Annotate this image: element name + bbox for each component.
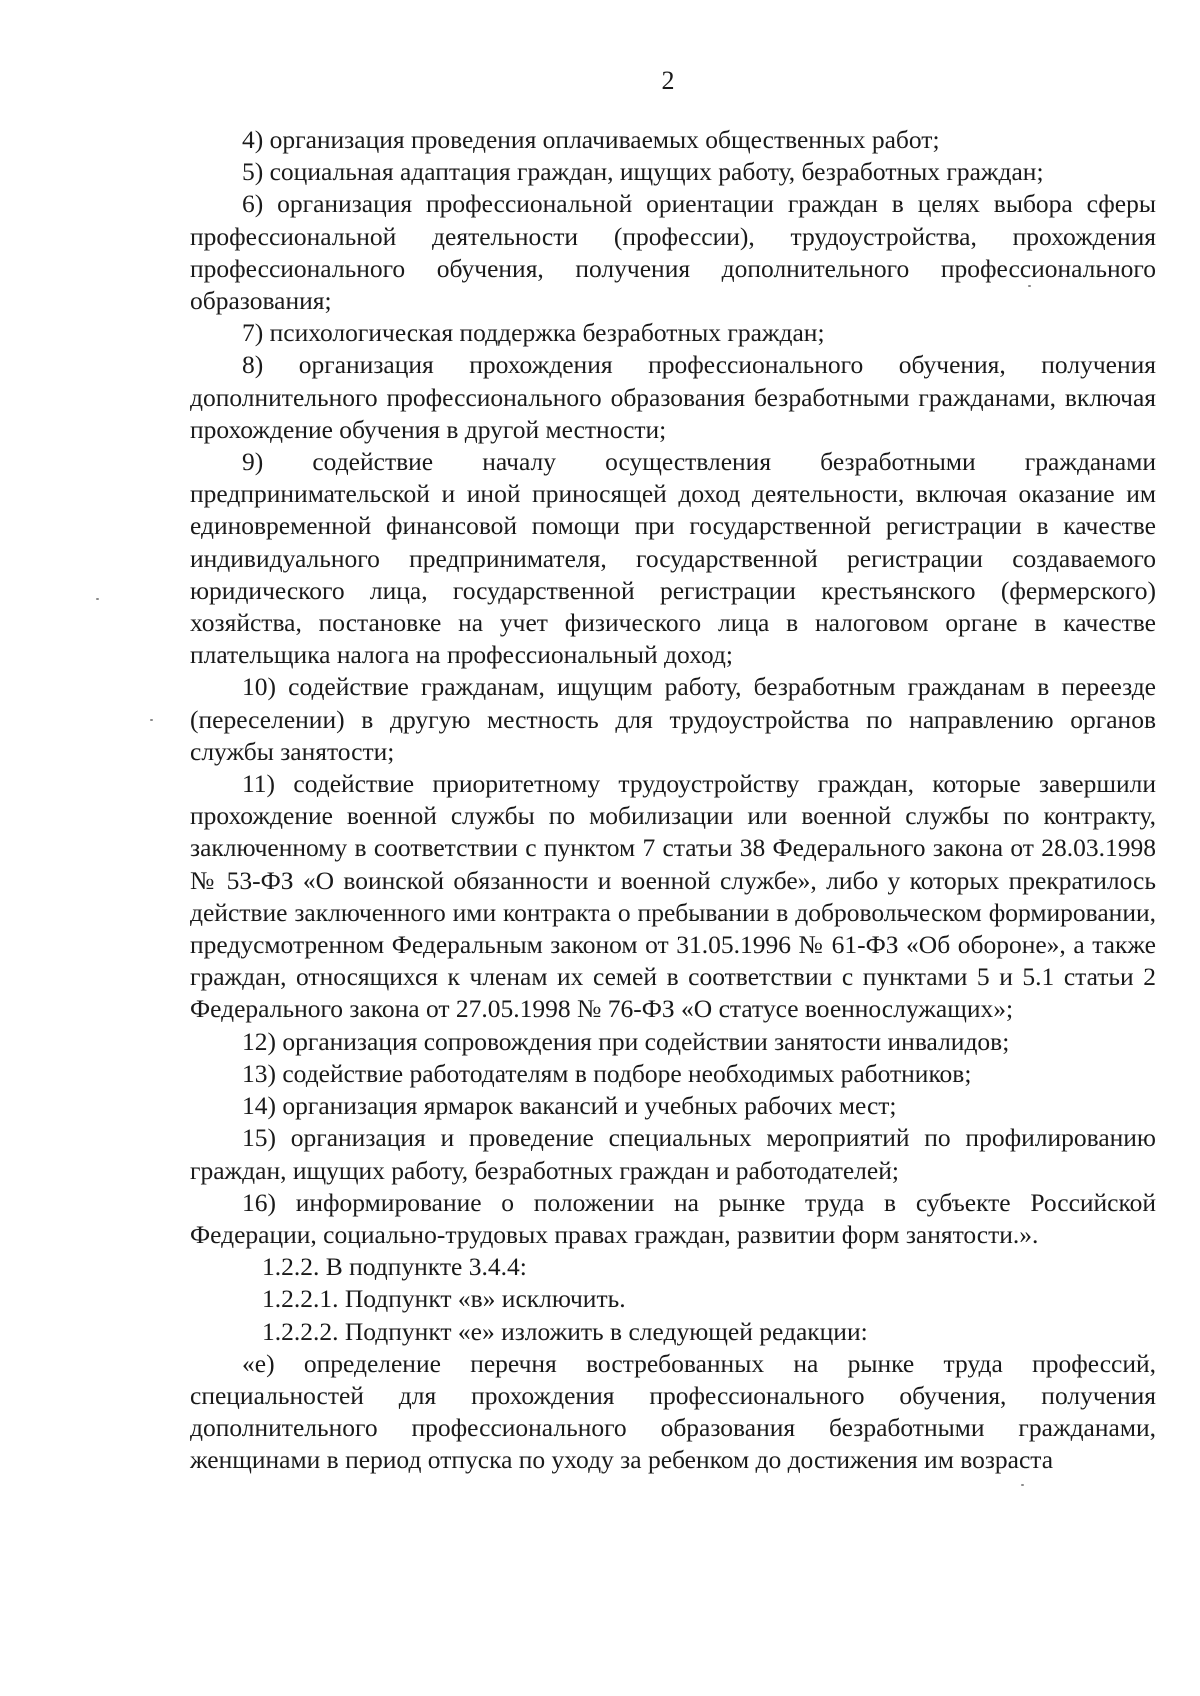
list-item-16: 16) информирование о положении на рынке труда в субъекте Российской Федерации, социально-трудовых правах граждан, развитии форм занятости.».	[190, 1187, 1156, 1249]
list-item-6: 6) организация профессиональной ориентации граждан в целях выбора сферы профессиональной деятельности (профессии), трудоустройства, прохождения профессионального обучения, получения дополнительного профессионального образования;	[190, 189, 1156, 316]
page-number: 2	[661, 66, 675, 95]
list-item-9: 9) содействие началу осуществления безработными гражданами предпринимательской и иной приносящей доход деятельности, включая оказание им единовременной финансовой помощи при государственной регистрации в качестве индивидуального предпринимателя, государственной регистрации создаваемого юридического лица, государственной регистрации крестьянского (фермерского) хозяйства, постановке на учет физического лица в налоговом органе в качестве плательщика налога на профессиональный доход;	[190, 447, 1156, 670]
list-item-11: 11) содействие приоритетному трудоустройству граждан, которые завершили прохождение военной службы по мобилизации или военной службы по контракту, заключенному в соответствии с пунктом 7 статьи 38 Федерального закона от 28.03.1998 № 53-ФЗ «О воинской обязанности и военной службе», либо у которых прекратилось действие заключенного ими контракта о пребывании в добровольческом формировании, предусмотренном Федеральным законом от 31.05.1996 № 61-ФЗ «Об обороне», а также граждан, относящихся к членам их семей в соответствии с пунктами 5 и 5.1 статьи 2 Федерального закона от 27.05.1998 № 76-ФЗ «О статусе военнослужащих»;	[190, 769, 1156, 1024]
scan-speck	[96, 598, 99, 600]
list-item-14: 14) организация ярмарок вакансий и учебных рабочих мест;	[242, 1091, 897, 1121]
list-item-13: 13) содействие работодателям в подборе необходимых работников;	[242, 1058, 972, 1088]
list-item-15: 15) организация и проведение специальных мероприятий по профилированию граждан, ищущих работу, безработных граждан и работодателей;	[190, 1123, 1156, 1185]
clause-1-2-2: 1.2.2. В подпункте 3.4.4:	[262, 1252, 527, 1282]
clause-1-2-2-1: 1.2.2.1. Подпункт «в» исключить.	[262, 1284, 626, 1314]
list-item-10: 10) содействие гражданам, ищущим работу, безработным гражданам в переезде (переселении) в другую местность для трудоустройства по направлению органов службы занятости;	[190, 672, 1156, 766]
clause-1-2-2-2: 1.2.2.2. Подпункт «е» изложить в следующей редакции:	[262, 1316, 868, 1346]
list-item-4: 4) организация проведения оплачиваемых общественных работ;	[242, 125, 940, 154]
scan-speck	[1021, 1484, 1024, 1486]
subpoint-e-text: «е) определение перечня востребованных на рынке труда профессий, специальностей для прохождения профессионального обучения, получения дополнительного профессионального образования безработными гражданами, женщинами в период отпуска по уходу за ребенком до достижения им возраста	[190, 1348, 1156, 1475]
scan-speck	[1028, 285, 1031, 287]
scan-speck	[150, 719, 153, 721]
list-item-7: 7) психологическая поддержка безработных граждан;	[242, 318, 825, 348]
list-item-8: 8) организация прохождения профессионального обучения, получения дополнительного профессионального образования безработными гражданами, включая прохождение обучения в другой местности;	[190, 350, 1156, 444]
document-body	[190, 124, 1156, 1477]
list-item-5: 5) социальная адаптация граждан, ищущих работу, безработных граждан;	[242, 157, 1044, 187]
list-item-12: 12) организация сопровождения при содействии занятости инвалидов;	[242, 1026, 1010, 1056]
